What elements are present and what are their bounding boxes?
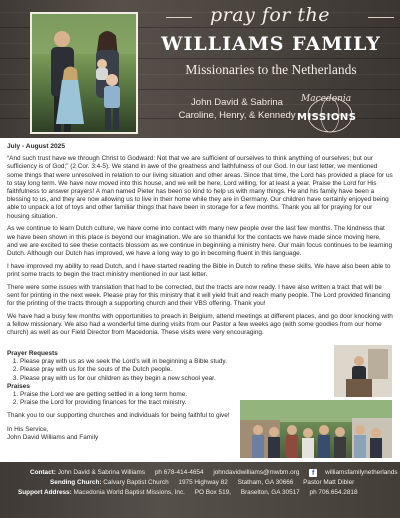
contact-phone: ph 678-414-4654 — [154, 469, 204, 476]
paragraph-culture: As we continue to learn Dutch culture, we have come into contact with many new people over the last few months. The kindness that we have been shown in this place is beyond our imagination. We are so thankful for the contacts we have made since moving here, and we are excited to see these contacts blossom as we continue in beginning a ministry here. Our main focus continues to be learning Dutch. Although our Dutch has improved, we have a long way to go in becoming fluent in this language. — [7, 225, 393, 257]
footer-contact-bar — [0, 462, 400, 518]
signoff: In His Service, — [7, 425, 49, 433]
header-banner — [0, 0, 400, 138]
contact-email[interactable]: johndavidwilliams@mwbm.org — [213, 469, 300, 476]
contact-row — [30, 469, 400, 477]
support-label: Support Address: — [18, 489, 72, 496]
support-row — [18, 489, 400, 496]
prayer-requests-heading: Prayer Requests — [7, 350, 58, 357]
support-box: PO Box 519, — [194, 489, 231, 496]
praises-list — [7, 391, 247, 407]
list-item: 1. Praise the Lord we are getting settled in a long term home. — [20, 391, 247, 399]
newsletter-body — [7, 143, 393, 342]
paragraph-visits: We have had a busy few months with opportunities to preach in Belgium, attend meetings at different places, and go door knocking with a fellow missionary. We also had a wonderful time during visits from our Pastor a few weeks ago (with some goodies from our home church) as well as our Field Director from Macedonia. These visits were very encouraging. — [7, 312, 393, 337]
church-pastor: Pastor Matt Dibler — [303, 479, 355, 486]
support-phone: ph 706.654.2818 — [309, 489, 358, 496]
church-label: Sending Church: — [50, 479, 102, 486]
church-address: 1975 Highway 82 — [178, 479, 228, 486]
signature: John David Williams and Family — [7, 433, 99, 441]
contact-label: Contact: — [30, 469, 56, 476]
contact-names: John David & Sabrina Williams — [57, 469, 146, 476]
children-names: Caroline, Henry, & Kennedy — [178, 110, 296, 121]
family-members — [178, 96, 296, 122]
facebook-handle[interactable]: williamsfamilynetherlands — [325, 469, 398, 476]
list-item: 1. Please pray with us as we seek the Lord’s will in beginning a Bible study. — [20, 358, 247, 366]
macedonia-missions-logo — [295, 93, 365, 133]
thanks-line: Thank you to our supporting churches and individuals for being faithful to give! — [7, 412, 230, 420]
requests-section — [7, 350, 247, 442]
church-name: Calvary Baptist Church — [103, 479, 169, 486]
logo-script-text: Macedonia — [301, 94, 352, 104]
mission-subtitle: Missionaries to the Netherlands — [185, 62, 357, 77]
list-item: 2. Please pray with us for the souls of the Dutch people. — [20, 366, 247, 374]
praises-heading: Praises — [7, 382, 30, 390]
paragraph-reading: I have improved my ability to read Dutch, and I have started reading the Bible in Dutch to refine these skills. We have also been able to print some tracts to begin the tract ministry mentioned in our last letter. — [7, 262, 391, 278]
prayer-requests-list — [7, 358, 247, 383]
group-photo — [240, 400, 392, 458]
support-org: Macedonia World Baptist Missions, Inc. — [73, 489, 185, 496]
church-row — [50, 479, 400, 486]
support-city: Braselton, GA 30517 — [240, 489, 300, 496]
list-item: 2. Praise the Lord for providing finances for the tract ministry. — [20, 399, 247, 407]
parents-names: John David & Sabrina — [191, 97, 283, 108]
newsletter-date: July - August 2025 — [7, 143, 66, 150]
list-item: 3. Please pray with us for our children as they begin a new school year. — [20, 375, 247, 383]
family-name-title: WILLIAMS FAMILY — [161, 33, 381, 55]
church-city: Statham, GA 30666 — [237, 479, 294, 486]
paragraph-housing: “And such trust have we through Christ to Godward: Not that we are sufficient of ourselves to think anything of ourselves; but our sufficiency is of God;” (2 Cor. 3:4-5). We stand in awe of the greatness and faithfulness of our God. In our last letter, we mentioned some things that were unresolved in relation to our living situation and other areas. Since that time, the Lord has provided a place for us to stay long term. We have now moved into this house, and we will be here, Lord willing, for at least a year. Praise the Lord for His faithfulness to answer prayers! A man named Pieter has been so kind to help us with many things. He and his family have been a blessing to us, and they are now allowing us to live in their home while they are in Germany. Our children have certainly enjoyed being able to unpack a lot of toys and other familiar things that have been in storage for a few months. Thank you all for praying for our housing situation. — [7, 155, 393, 220]
paragraph-tracts: There were some issues with translation that had to be corrected, but the tracts are now ready. I have also written a tract that will be sent for printing in the next week. Please pray for this ministry that it will yield fruit and reach many people. The Lord provided financing for the printing of the tracts through a supporting church and their VBS offering. Thank you! — [7, 283, 391, 307]
facebook-icon: f — [309, 469, 317, 477]
logo-text: MISSIONS — [297, 112, 357, 123]
tagline: pray for the — [209, 4, 331, 26]
family-photo — [30, 12, 138, 134]
preaching-photo — [334, 345, 392, 397]
